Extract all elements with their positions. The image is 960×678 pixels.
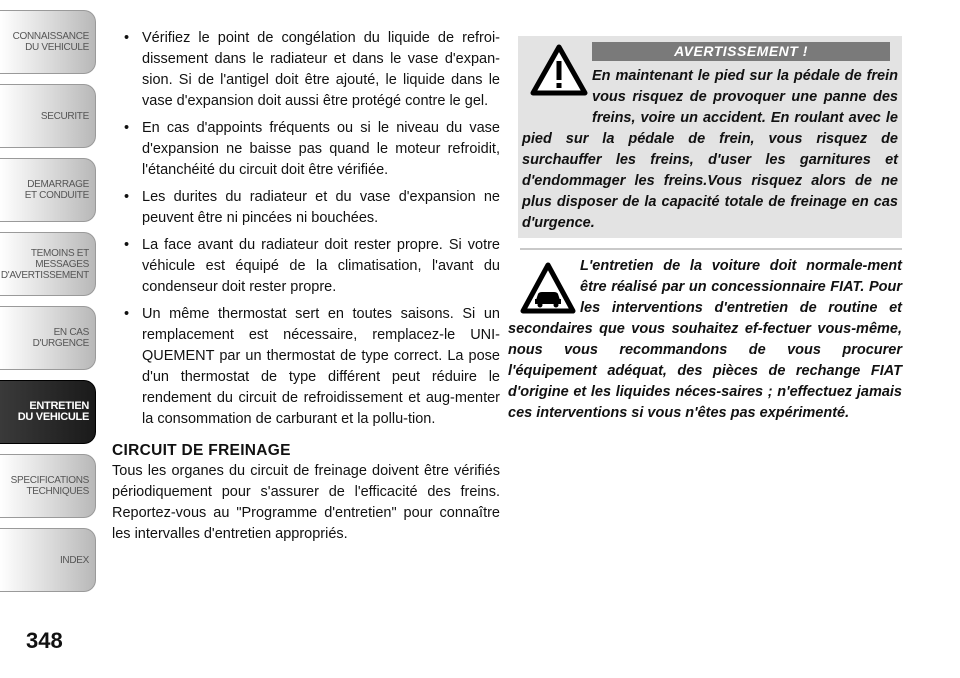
tab-label: DEMARRAGE ET CONDUITE xyxy=(24,179,89,201)
tab-entretien-du-vehicule[interactable] xyxy=(0,380,96,444)
tab-connaissance-du-vehicule[interactable] xyxy=(0,10,96,74)
bullet-item: • La face avant du radiateur doit rester propre. Si votre véhicule est équipé de la climatisation, l'avant du condenseur doit rester propre. xyxy=(112,235,500,298)
warning-box xyxy=(518,36,902,238)
divider xyxy=(520,248,902,250)
icon-spacer xyxy=(522,66,592,110)
tab-securite[interactable] xyxy=(0,84,96,148)
tab-temoins-et-messages[interactable] xyxy=(0,232,96,296)
warning-text-block xyxy=(522,66,898,234)
bullet-item: • En cas d'appoints fréquents ou si le niveau du vase d'expansion ne baisse pas quand le moteur refroidit, l'étanchéité du circuit doit être vérifiée. xyxy=(112,118,500,181)
left-column xyxy=(112,28,500,545)
tab-label: ENTRETIEN DU VEHICULE xyxy=(17,400,89,423)
tab-label: SECURITE xyxy=(40,110,89,122)
tab-demarrage-et-conduite[interactable] xyxy=(0,158,96,222)
page-number: 348 xyxy=(26,628,63,653)
bullet-list xyxy=(112,28,500,430)
tab-index[interactable] xyxy=(0,528,96,592)
tab-label: TEMOINS ET MESSAGES D'AVERTISSEMENT xyxy=(0,247,89,281)
bullet-item: • Les durites du radiateur et du vase d'expansion ne peuvent être ni pincées ni bouchées. xyxy=(112,187,500,229)
bullet-item: • Vérifiez le point de congélation du liquide de refroi-dissement dans le radiateur et dans le vase d'expan-sion. Si de l'antigel doit être ajouté, le liquide dans le vase d'expansion doit aussi être protégé contre le gel. xyxy=(112,28,500,112)
warning-text: En maintenant le pied sur la pédale de frein vous risquez de provoquer une panne des freins, voire un accident. En roulant avec le pied sur la pédale de frein, vous risquez de surchauffer les freins, d'user les garnitures et d'endommager les freins.Vous risquez alors de ne plus disposer de la capacité totale de freinage en cas d'urgence. xyxy=(522,68,898,231)
tab-label: CONNAISSANCE DU VEHICULE xyxy=(12,31,89,53)
tab-specifications-techniques[interactable] xyxy=(0,454,96,518)
tab-label: INDEX xyxy=(59,554,89,566)
bullet-item: • Un même thermostat sert en toutes saisons. Si un remplacement est nécessaire, remplacez-le UNI-QUEMENT par un thermostat de type correct. La pose d'un thermostat de type différent peut réduire le rendement du circuit de refroidissement et aug-menter la consommation de carburant et la pollu-tion. xyxy=(112,304,500,430)
section-heading: CIRCUIT DE FREINAGE xyxy=(112,442,291,459)
note-text: L'entretien de la voiture doit normale-ment être réalisé par un concessionnaire FIAT. Pour les interventions d'entretien de routine et secondaires que vous souhaitez ef-fectuer vous-même, nous vous recommandons de vous procurer l'équipement adéquat, des pièces de rechange FIAT d'origine et les liquides néces-saires ; n'effectuez jamais ces interventions si vous n'êtes pas expérimenté. xyxy=(508,258,902,421)
car-warning-icon xyxy=(520,262,576,314)
warning-title: AVERTISSEMENT ! xyxy=(592,42,890,61)
tab-label: SPECIFICATIONS TECHNIQUES xyxy=(10,475,89,497)
note-block xyxy=(508,256,902,424)
section-sidebar xyxy=(0,0,102,678)
tab-en-cas-d-urgence[interactable] xyxy=(0,306,96,370)
section-paragraph: Tous les organes du circuit de freinage doivent être vérifiés périodiquement pour s'assurer de l'efficacité des freins. Reportez-vous au "Programme d'entretien" pour connaître les intervalles d'entretien appropriés. xyxy=(112,463,500,542)
tab-label: EN CAS D'URGENCE xyxy=(32,327,89,349)
